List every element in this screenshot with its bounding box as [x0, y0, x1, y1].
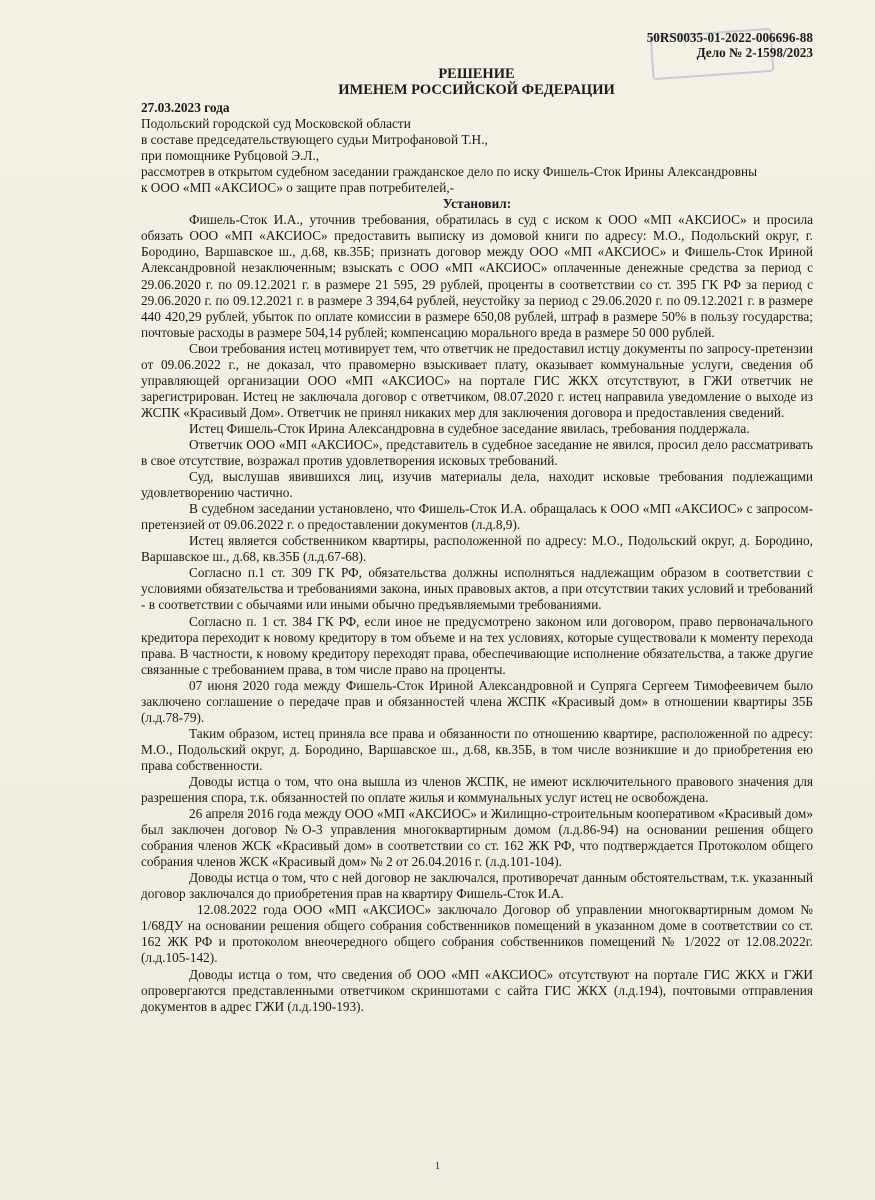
case-description-line: рассмотрев в открытом судебном заседании гражданское дело по иску Фишель-Сток Ирины Александровны: [141, 164, 758, 180]
paragraph: В судебном заседании установлено, что Фишель-Сток И.А. обращалась к ООО «МП «АКСИОС» с запросом-претензией от 09.06.2022 г. о предоставлении документов (л.д.8,9).: [141, 501, 813, 533]
paragraph: Доводы истца о том, что сведения об ООО «МП «АКСИОС» отсутствуют на портале ГИС ЖКХ и ГЖИ опровергаются представленными ответчиком скриншотами с сайта ГИС ЖКХ (л.д.194), почтовыми отправления документов в адрес ГЖИ (л.д.190-193).: [141, 966, 813, 1014]
paragraph: Доводы истца о том, что она вышла из членов ЖСПК, не имеют исключительного правового значения для разрешения спора, т.к. обязанностей по оплате жилья и коммунальных услуг истец не освобождена.: [141, 773, 813, 806]
paragraph: Суд, выслушав явившихся лиц, изучив материалы дела, находит исковые требования подлежащими удовлетворению частично.: [141, 469, 813, 501]
judge-line: в составе председательствующего судьи Митрофановой Т.Н.,: [141, 132, 488, 148]
paragraph: Согласно п. 1 ст. 384 ГК РФ, если иное не предусмотрено законом или договором, право первоначального кредитора переходит к новому кредитору в том объеме и на тех условиях, которые существовали к моменту перехода права. В частности, к новому кредитору переходят права, обеспечивающие исполнение обязательства, а также другие связанные с требованием права, в том числе право на проценты.: [141, 613, 813, 677]
paragraph: Истец Фишель-Сток Ирина Александровна в судебное заседание явилась, требования поддержала.: [189, 420, 750, 436]
paragraph: Таким образом, истец приняла все права и обязанности по отношению квартире, расположенной по адресу: М.О., Подольский округ, д. Бородино, Варшавское ш., д.68, кв.35Б, в том числе возникшие и до приобретения ею права собственности.: [141, 725, 813, 773]
document-title: [140, 66, 813, 98]
paragraph: 07 июня 2020 года между Фишель-Сток Ириной Александровной и Супряга Сергеем Тимофеевичем было заключено соглашение о передаче прав и обязанностей члена ЖСПК «Красивый дом» в отношении квартиры 35Б (л.д.78-79).: [141, 677, 813, 725]
title-decision: РЕШЕНИЕ: [438, 66, 515, 82]
assistant-line: при помощнике Рубцовой Э.Л.,: [141, 148, 320, 164]
paragraph: 26 апреля 2016 года между ООО «МП «АКСИОС» и Жилищно-строительным кооперативом «Красивый дом» был заключен договор №О-3 управления многоквартирным домом (л.д.86-94) на основании решения общего собрания членов ЖСК «Красивый дом» в соответствии со ст. 162 ЖК РФ, что подтверждается Протоколом общего собрания членов ЖСК «Красивый дом» № 2 от 26.04.2016 г. (л.д.101-104).: [141, 806, 813, 870]
case-number: Дело № 2-1598/2023: [696, 45, 813, 60]
case-number-block: [647, 30, 813, 60]
established-heading: Установил:: [442, 196, 512, 212]
paragraph: Доводы истца о том, что с ней договор не заключался, противоречат данным обстоятельствам, т.к. указанный договор заключался до приобретения прав на квартиру Фишель-Сток И.А.: [141, 870, 813, 902]
paragraph: Согласно п.1 ст. 309 ГК РФ, обязательства должны исполняться надлежащим образом в соответствии с условиями обязательства и требованиями закона, иных правовых актов, а при отсутствии таких условий и требований - в соответствии с обычаями или иными обычно предъявляемыми требованиями.: [141, 565, 813, 613]
title-subtitle: ИМЕНЕМ РОССИЙСКОЙ ФЕДЕРАЦИИ: [338, 82, 615, 98]
court-name: Подольский городской суд Московской области: [141, 116, 411, 132]
paragraph: Свои требования истец мотивирует тем, что ответчик не предоставил истцу документы по запросу-претензии от 09.06.2022 г., не доказал, что правомерно взыскивает плату, оказывает коммунальные услуги, сведения об управляющей организации ООО «МП «АКСИОС» на портале ГИС ЖКХ отсутствуют, в ГЖИ ответчик не зарегистрирован. Истец не заключала договор с ответчиком, 08.07.2020 г. истец направила уведомление о выходе из ЖСПК «Красивый Дом». Ответчик не принял никаких мер для заключения договора и предоставления сведений.: [141, 340, 813, 420]
document-body: [141, 100, 813, 1015]
paragraph: Ответчик ООО «МП «АКСИОС», представитель в судебное заседание не явился, просил дело рассматривать в свое отсутствие, возражал против удовлетворения исковых требований.: [141, 436, 813, 469]
paragraph: 12.08.2022 года ООО «МП «АКСИОС» заключало Договор об управлении многоквартирным домом № 1/68ДУ на основании решения общего собрания собственников помещений в указанном доме в соответствии со ст. 162 ЖК РФ и протоколом внеочередного общего собрания собственников помещений № 1/2022 от 12.08.2022г. (л.д.105-142).: [141, 902, 813, 966]
paragraph: Фишель-Сток И.А., уточнив требования, обратилась в суд с иском к ООО «МП «АКСИОС» и просила обязать ООО «МП «АКСИОС» предоставить выписку из домовой книги по адресу: М.О., Подольский округ, г. Бородино, Варшавское ш., д.68, кв.35Б; признать договор между ООО «МП «АКСИОС» и Фишель-Сток Ириной Александровной незаключенным; взыскать с ООО «МП «АКСИОС» оплаченные денежные средства за период с 29.06.2020 г. по 09.12.2021 г. в размере 21 595, 29 рублей, проценты в соответствии со ст. 395 ГК РФ за период с 29.06.2020 г. по 09.12.2021 г. в размере 3 394,64 рублей, неустойку за период с 29.06.2020 г. по 09.12.2021 г. в размере 440 420,29 рублей, убыток по оплате комиссии в размере 650,08 рублей, штраф в размере 50% в пользу государства; почтовые расходы в размере 504,14 рублей; компенсацию морального вреда в размере 50 000 рублей.: [141, 212, 813, 340]
decision-date: 27.03.2023 года: [141, 100, 230, 115]
page-number: 1: [435, 1161, 440, 1172]
paragraph: Истец является собственником квартиры, расположенной по адресу: М.О., Подольский округ, д. Бородино, Варшавское ш., д.68, кв.35Б (л.д.67-68).: [141, 533, 813, 565]
case-description-line: к ООО «МП «АКСИОС» о защите прав потребителей,-: [141, 180, 455, 196]
case-id: 50RS0035-01-2022-006696-88: [646, 30, 813, 45]
